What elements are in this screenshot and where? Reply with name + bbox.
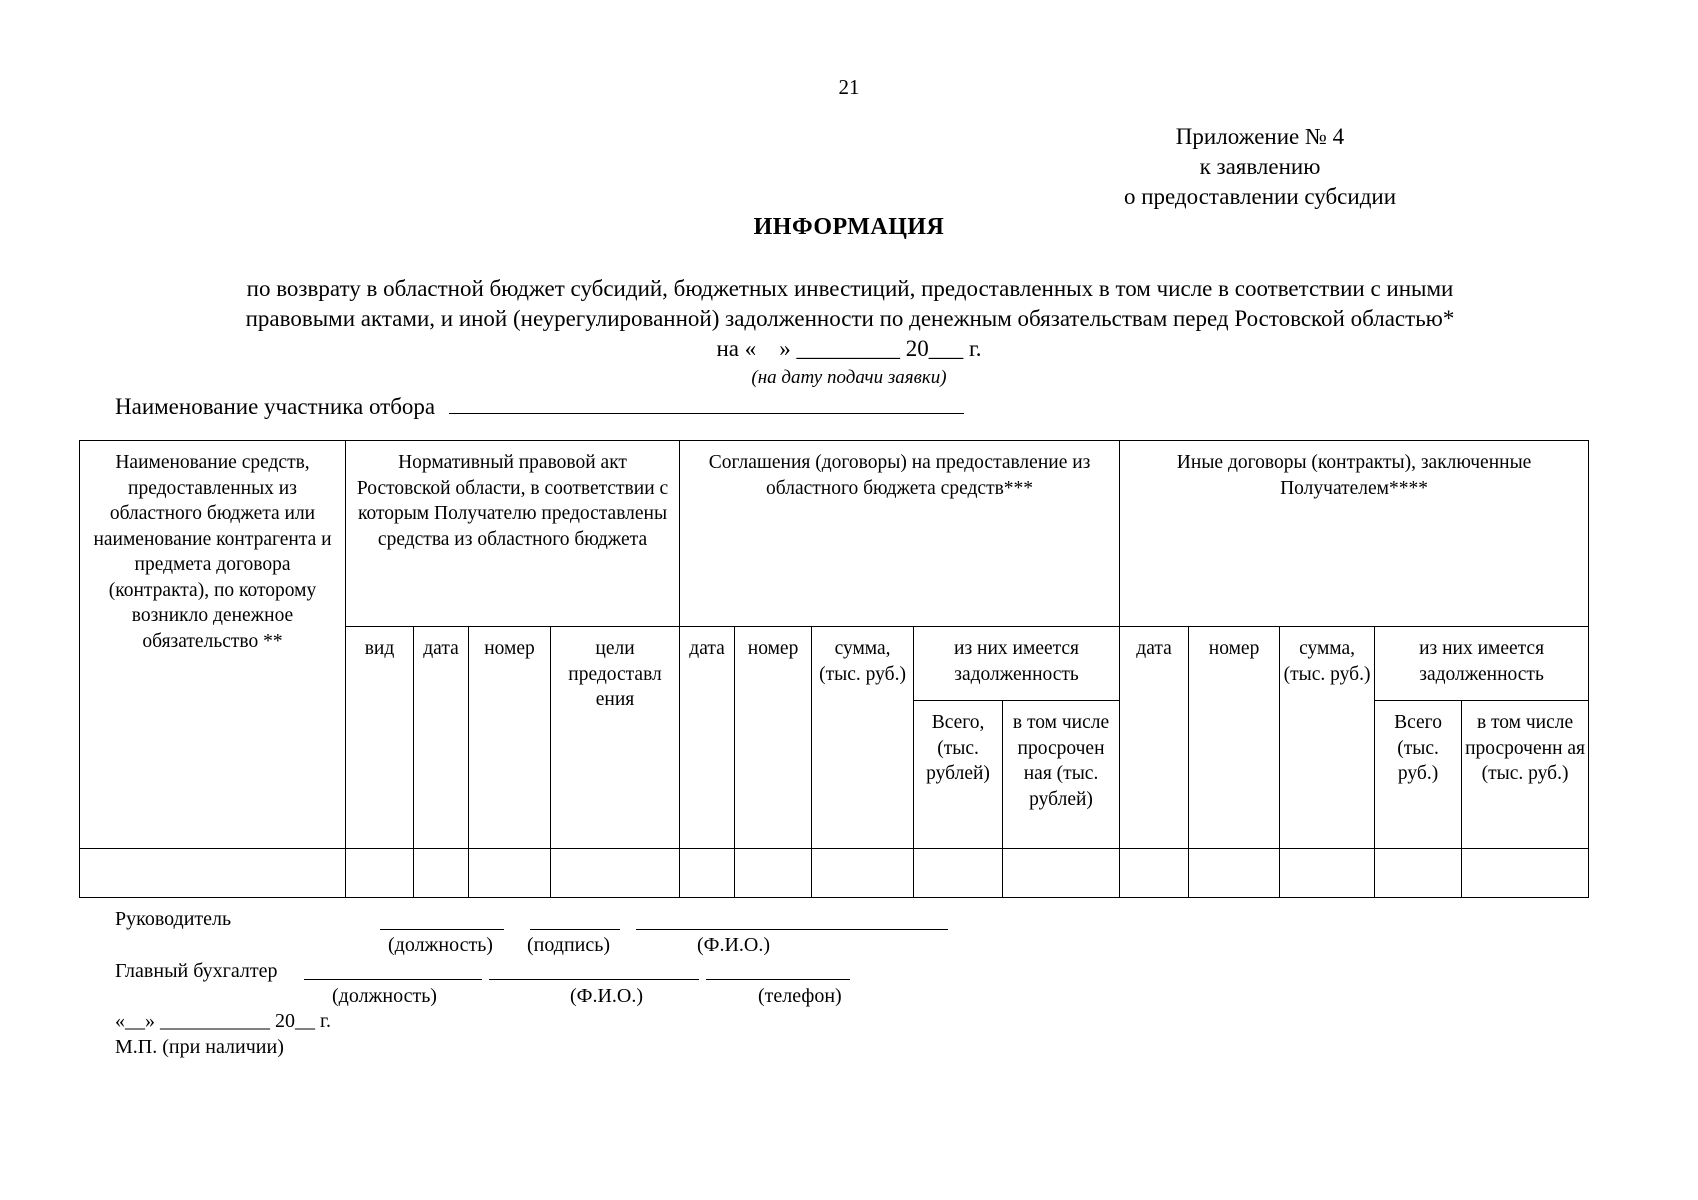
head-signature-line[interactable]	[530, 929, 620, 930]
table-cell[interactable]	[812, 849, 914, 898]
table-cell[interactable]	[346, 849, 414, 898]
acc-position-caption: (должность)	[332, 985, 437, 1007]
accountant-label: Главный бухгалтер	[115, 960, 278, 982]
page-number: 21	[838, 75, 860, 99]
table-cell[interactable]	[80, 849, 346, 898]
table-cell[interactable]	[1375, 849, 1462, 898]
header-oth-debt-overdue: в том числе просроченн ая (тыс. руб.)	[1462, 701, 1589, 849]
table-cell[interactable]	[1462, 849, 1589, 898]
header-oth-debt-total: Всего (тыс. руб.)	[1375, 701, 1462, 849]
header-npa-date: дата	[414, 627, 469, 849]
table-cell[interactable]	[414, 849, 469, 898]
header-agr-debt: из них имеется задолженность	[914, 627, 1120, 701]
appendix-line-2: к заявлению	[1199, 154, 1321, 179]
header-agr-debt-total: Всего, (тыс. рублей)	[914, 701, 1003, 849]
report-date-note: (на дату подачи заявки)	[751, 367, 947, 388]
header-oth-date: дата	[1120, 627, 1189, 849]
table-cell[interactable]	[469, 849, 551, 898]
acc-phone-caption: (телефон)	[758, 985, 842, 1007]
appendix-line-1: Приложение № 4	[1175, 124, 1345, 149]
table-cell[interactable]	[735, 849, 812, 898]
table-cell[interactable]	[1189, 849, 1280, 898]
report-date-line: на « » _________ 20___ г.	[716, 336, 982, 361]
table-cell[interactable]	[1003, 849, 1120, 898]
acc-fio-line[interactable]	[489, 979, 699, 980]
participant-label: Наименование участника отбора	[115, 394, 436, 419]
head-position-line[interactable]	[380, 929, 504, 930]
header-agr-debt-overdue: в том числе просрочен ная (тыс. рублей)	[1003, 701, 1120, 849]
head-fio-line[interactable]	[636, 929, 948, 930]
acc-phone-line[interactable]	[706, 979, 850, 980]
debt-info-table	[79, 440, 1589, 898]
header-npa-type: вид	[346, 627, 414, 849]
acc-fio-caption: (Ф.И.О.)	[570, 985, 644, 1007]
appendix-header	[1080, 122, 1440, 212]
subtitle-line-2: правовыми актами, и иной (неурегулированной) задолженности по денежным обязательствам перед Ростовской областью*	[245, 306, 1455, 331]
table-cell[interactable]	[1280, 849, 1375, 898]
header-agr-sum: сумма, (тыс. руб.)	[812, 627, 914, 849]
signature-date: «__» ___________ 20__ г.	[115, 1010, 331, 1032]
header-funds-name: Наименование средств, предоставленных из областного бюджета или наименование контрагента и предмета договора (контракта), по которому возникло денежное обязательство **	[80, 441, 346, 849]
header-oth-debt: из них имеется задолженность	[1375, 627, 1589, 701]
header-oth-number: номер	[1189, 627, 1280, 849]
header-normative-act: Нормативный правовой акт Ростовской области, в соответствии с которым Получателю предоставлены средства из областного бюджета	[346, 441, 680, 627]
stamp-place: М.П. (при наличии)	[115, 1036, 284, 1058]
table-cell[interactable]	[914, 849, 1003, 898]
header-npa-number: номер	[469, 627, 551, 849]
header-agreements: Соглашения (договоры) на предоставление из областного бюджета средств***	[680, 441, 1120, 627]
document-title: ИНФОРМАЦИЯ	[753, 214, 945, 240]
head-position-caption: (должность)	[388, 934, 493, 956]
header-agr-number: номер	[735, 627, 812, 849]
header-oth-sum: сумма, (тыс. руб.)	[1280, 627, 1375, 849]
header-agr-date: дата	[680, 627, 735, 849]
header-other-contracts: Иные договоры (контракты), заключенные Получателем****	[1120, 441, 1589, 627]
subtitle-line-1: по возврату в областной бюджет субсидий, бюджетных инвестиций, предоставленных в том числе в соответствии с иными	[246, 276, 1454, 301]
table-cell[interactable]	[680, 849, 735, 898]
participant-name-field[interactable]	[449, 393, 964, 414]
table-row	[80, 849, 1589, 898]
appendix-line-3: о предоставлении субсидии	[1123, 184, 1397, 209]
head-fio-caption: (Ф.И.О.)	[697, 934, 771, 956]
head-signature-caption: (подпись)	[527, 934, 611, 956]
table-cell[interactable]	[1120, 849, 1189, 898]
table-cell[interactable]	[551, 849, 680, 898]
document-subtitle	[130, 274, 1570, 334]
header-npa-purpose: цели предоставл ения	[551, 627, 680, 849]
head-label: Руководитель	[115, 908, 232, 930]
participant-row	[115, 393, 964, 420]
acc-position-line[interactable]	[304, 979, 482, 980]
